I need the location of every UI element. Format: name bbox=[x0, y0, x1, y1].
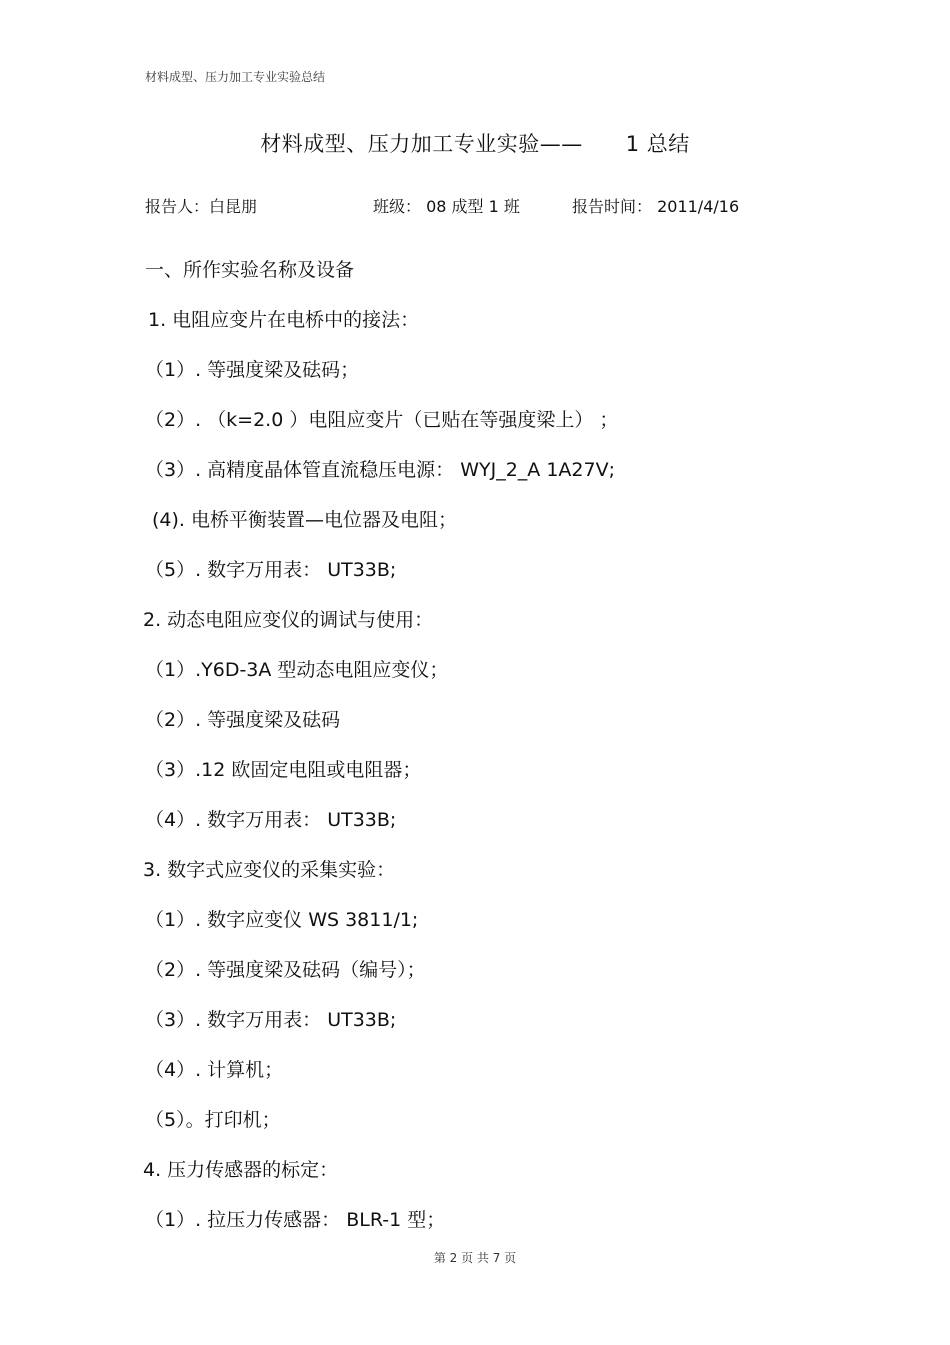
page-footer: 第 2 页 共 7 页 bbox=[433, 1251, 517, 1265]
running-header: 材料成型、压力加工专业实验总结 bbox=[145, 70, 326, 84]
list-item: 1. 电阻应变片在电桥中的接法： bbox=[148, 309, 420, 331]
list-item: （3）.12 欧固定电阻或电阻器； bbox=[145, 759, 422, 781]
list-item: (4). 电桥平衡装置—电位器及电阻； bbox=[152, 509, 457, 531]
list-item: （2）. 等强度梁及砝码（编号）； bbox=[145, 959, 426, 981]
section-heading: 一、所作实验名称及设备 bbox=[145, 259, 355, 281]
reporter: 报告人：白昆朋 bbox=[145, 197, 258, 216]
list-item: 3. 数字式应变仪的采集实验： bbox=[143, 859, 396, 881]
list-item: 4. 压力传感器的标定： bbox=[143, 1159, 339, 1181]
list-item: （1）. 数字应变仪 WS 3811/1; bbox=[145, 909, 419, 931]
list-item: （1）. 拉压力传感器： BLR-1 型； bbox=[145, 1209, 446, 1231]
list-item: （3）. 高精度晶体管直流稳压电源： WYJ_2_A 1A27V; bbox=[145, 459, 615, 481]
list-item: （2）. 等强度梁及砝码 bbox=[145, 709, 341, 731]
report-time: 报告时间： 2011/4/16 bbox=[572, 197, 740, 216]
list-item: （4）. 计算机； bbox=[145, 1059, 284, 1081]
list-item: （4）. 数字万用表： UT33B; bbox=[145, 809, 397, 831]
document-title: 材料成型、压力加工专业实验—— 1 总结 bbox=[260, 132, 690, 156]
list-item: 2. 动态电阻应变仪的调试与使用： bbox=[143, 609, 434, 631]
list-item: （5）。打印机； bbox=[145, 1109, 281, 1131]
list-item: （5）. 数字万用表： UT33B; bbox=[145, 559, 397, 581]
list-item: （3）. 数字万用表： UT33B; bbox=[145, 1009, 397, 1031]
class-info: 班级： 08 成型 1 班 bbox=[373, 197, 520, 216]
list-item: （1）.Y6D-3A 型动态电阻应变仪； bbox=[145, 659, 449, 681]
list-item: （1）. 等强度梁及砝码； bbox=[145, 359, 360, 381]
list-item: （2）. （k=2.0 ）电阻应变片（已贴在等强度梁上） ； bbox=[145, 409, 619, 431]
